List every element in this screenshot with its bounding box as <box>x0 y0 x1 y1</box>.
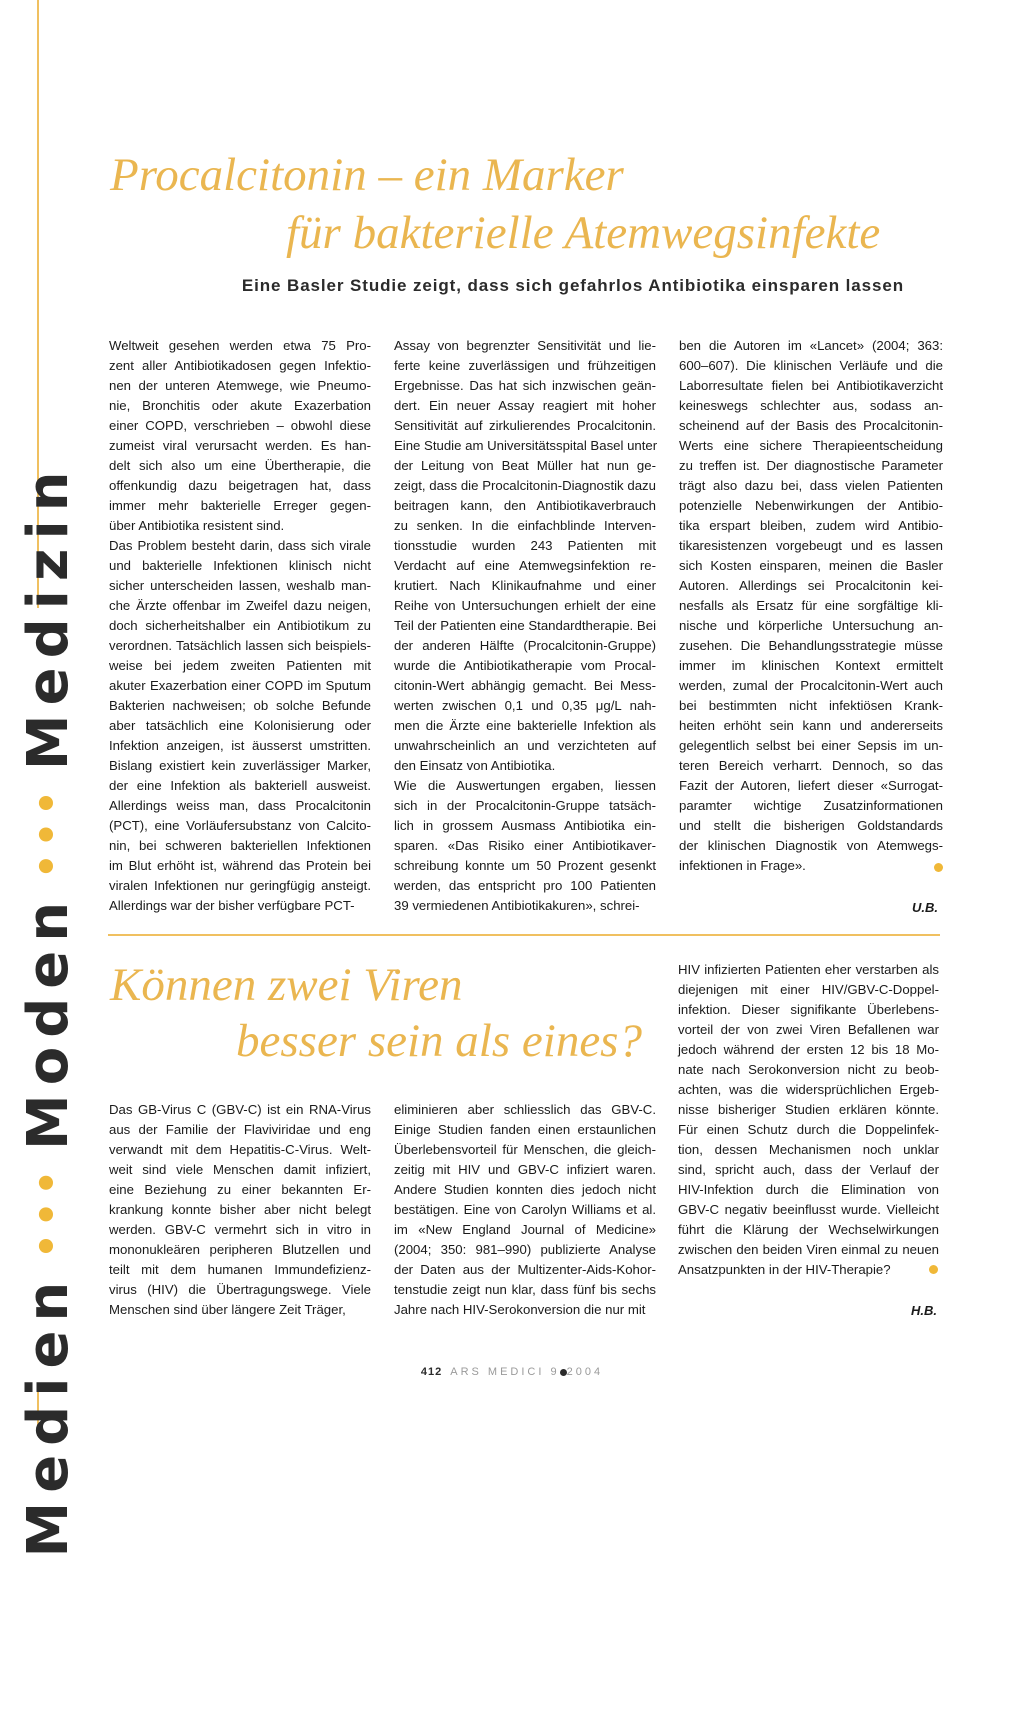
text-line: den Einsatz von Antibiotika. <box>394 758 556 773</box>
text-line: Jahre nach HIV-Serokonversion die nur mit <box>394 1302 646 1317</box>
text-line: beitragen kann, den Antibiotikaverbrauch <box>394 498 656 513</box>
text-line: nisse bisheriger Studien erklären könnte. <box>678 1102 939 1117</box>
text-line: tion, dessen Mechanismen noch unklar <box>678 1142 939 1157</box>
text-line: Andere Studien konnten dies jedoch nicht <box>394 1182 656 1197</box>
text-line: werten zwischen 0,1 und 0,35 μg/L nah- <box>394 698 656 713</box>
text-line: Menschen sind über längere Zeit Träger, <box>109 1302 346 1317</box>
text-line: HIV-Infektion durch die Elimination von <box>678 1182 939 1197</box>
text-line: offenkundig dazu beigetragen hat, dass <box>109 478 371 493</box>
text-line: HIV infizierten Patienten eher verstarben als <box>678 962 939 977</box>
text-line: immer im klinischen Kontext ermittelt <box>679 658 943 673</box>
article1-title-line2: für bakterielle Atemwegsinfekte <box>286 207 881 259</box>
text-line: ferte keine zuverlässigen und frühzeitigen <box>394 358 656 373</box>
text-line: der eine Infektion als bakteriell ausweist. <box>109 778 371 793</box>
text-line: der klinischen Diagnostik von Atemwegs- <box>679 838 943 853</box>
text-line: Überlebensvorteil für Menschen, die gleich- <box>394 1142 656 1157</box>
text-line: nesfalls als Ersatz für eine sorgfältige kli- <box>679 598 943 613</box>
text-line: teilt mit dem humanen Immundefizienz- <box>109 1262 371 1277</box>
sidebar-dots: ••• <box>25 1163 71 1259</box>
text-line: (2004; 350: 981–990) publizierte Analyse <box>394 1242 656 1257</box>
text-line: nie, Bronchitis oder akute Exazerbation <box>109 398 371 413</box>
text-line: werden. GBV-C vermehrt sich in vitro in <box>109 1222 371 1237</box>
article2-column-1 <box>109 1100 371 1320</box>
text-line: Einige Studien fanden einen erstaunlichen <box>394 1122 656 1137</box>
journal-year: 2004 <box>566 1366 604 1378</box>
article1-column-2 <box>394 336 656 916</box>
article1-column-3 <box>679 336 943 876</box>
text-line: teren Bereich verharrt. Dennoch, so das <box>679 758 943 773</box>
article2-signature: H.B. <box>911 1303 937 1318</box>
text-line: jedoch während der ersten 12 bis 18 Mo- <box>678 1042 939 1057</box>
text-line: akuter Exazerbation einer COPD im Sputum <box>109 678 371 693</box>
text-line: gelegentlich selbst bei einer Sepsis im un- <box>679 738 943 753</box>
sidebar-word-moden: Moden <box>15 892 81 1150</box>
text-line: Infektion anzeigen, ist äusserst umstritten. <box>109 738 371 753</box>
text-line: lich in grossem Ausmass Antibiotika ein- <box>394 818 656 833</box>
text-line: bei bestimmten nicht infektiösen Krank- <box>679 698 943 713</box>
text-line: paramter wichtige Zusatzinformationen <box>679 798 943 813</box>
text-line: delt sich also um eine Übertherapie, die <box>109 458 371 473</box>
text-line: scheinend auf der Basis des Procalcitonin- <box>679 418 943 433</box>
journal-name: ARS MEDICI 9 <box>450 1366 560 1378</box>
text-line: che Ärzte offenbar im Zweifel dazu neigen, <box>109 598 371 613</box>
text-line: krutiert. Nach Klinikaufnahme und einer <box>394 578 656 593</box>
text-line: ben die Autoren im «Lancet» (2004; 363: <box>679 338 943 353</box>
end-bullet-icon <box>929 1265 938 1274</box>
text-line: Für einen Schutz durch die Doppelinfek- <box>678 1122 939 1137</box>
text-line: unwahrscheinlich an und verzichteten auf <box>394 738 656 753</box>
text-line: zusehen. Die Behandlungsstrategie müsse <box>679 638 943 653</box>
text-line: potenzielle Nebenwirkungen der Antibio- <box>679 498 943 513</box>
text-line: der Leitung von Beat Müller hat nun ge- <box>394 458 656 473</box>
text-line: doch sicherheitshalber ein Antibiotikum zu <box>109 618 371 633</box>
text-line: verordnen. Tatsächlich lassen sich beispiels- <box>109 638 371 653</box>
text-line: tionsstudie wurden 243 Patienten mit <box>394 538 656 553</box>
text-line: Werts eine sichere Therapieentscheidung <box>679 438 943 453</box>
text-line: Laborresultate fielen bei Antibiotikaverzicht <box>679 378 943 393</box>
text-line: Das Problem besteht darin, dass sich virale <box>109 538 371 553</box>
text-line: viralen Infektionen nur geringfügig ansteigt. <box>109 878 371 893</box>
text-line: virus (HIV) die Übertragungswege. Viele <box>109 1282 371 1297</box>
text-line: zu treffen ist. Der diagnostische Parameter <box>679 458 943 473</box>
text-line: bestätigen. Eine von Carolyn Williams et al. <box>394 1202 656 1217</box>
text-line: Assay von begrenzter Sensitivität und lie- <box>394 338 656 353</box>
text-line: und stellt die bisherigen Goldstandards <box>679 818 943 833</box>
page-number: 412 <box>420 1366 443 1378</box>
text-line: Eine Studie am Universitätsspital Basel unter <box>394 438 658 453</box>
text-line: zu senken. In die einfachblinde Interven- <box>394 518 656 533</box>
text-line: nate nach Serokonversion nicht zu beob- <box>678 1062 939 1077</box>
text-line: verwandt mit dem Hepatitis-C-Virus. Welt- <box>109 1142 371 1157</box>
text-line: einer COPD, verschrieben – obwohl diese <box>109 418 371 433</box>
text-line: (PCT), eine Vorläufersubstanz von Calcito- <box>109 818 371 833</box>
text-line: weit sind viele Menschen damit infiziert, <box>109 1162 371 1177</box>
text-line: Sensitivität auf zirkulierendes Procalcitonin. <box>394 418 656 433</box>
text-line: zeitig mit HIV und GBV-C infiziert waren. <box>394 1162 656 1177</box>
sidebar-word-medizin: Medizin <box>15 462 81 771</box>
text-line: nische und körperliche Untersuchung an- <box>679 618 943 633</box>
text-line: Weltweit gesehen werden etwa 75 Pro- <box>109 338 371 353</box>
text-line: Allerdings weiss man, dass Procalcitonin <box>109 798 371 813</box>
text-line: immer mehr bakterielle Erreger gegen- <box>109 498 371 513</box>
text-line: über Antibiotika resistent sind. <box>109 518 285 533</box>
text-line: nen der unteren Atemwege, wie Pneumo- <box>109 378 371 393</box>
text-line: zwischen den beiden Viren einmal zu neuen <box>678 1242 939 1257</box>
article-divider <box>108 934 940 936</box>
text-line: werden, zumal der Procalcitonin-Wert auch <box>679 678 943 693</box>
page-footer <box>0 1366 1024 1378</box>
text-line: sicher unterscheiden lassen, weshalb man- <box>109 578 371 593</box>
text-line: und bakterielle Infektionen klinisch nicht <box>109 558 371 573</box>
text-line: werden, das entspricht pro 100 Patienten <box>394 878 656 893</box>
text-line: krankung konnte bisher aber nicht belegt <box>109 1202 371 1217</box>
text-line: der Daten aus der Multizenter-Aids-Kohor- <box>394 1262 656 1277</box>
end-bullet-icon <box>934 863 943 872</box>
text-line: wurde die Antibiotikatherapie vom Procal- <box>394 658 656 673</box>
text-line: infektionen in Frage». <box>679 858 806 873</box>
text-line: Autoren. Allerdings sei Procalcitonin kei- <box>679 578 943 593</box>
text-line: achten, was die widersprüchlichen Ergeb- <box>678 1082 939 1097</box>
text-line: führt die Klärung der Wechselwirkungen <box>678 1222 939 1237</box>
text-line: Fazit der Autoren, liefert dieser «Surrogat- <box>679 778 943 793</box>
text-line: sich in der Procalcitonin-Gruppe tatsäch- <box>394 798 656 813</box>
text-line: Verdacht auf eine Atemwegsinfektion re- <box>394 558 656 573</box>
text-line: zent aller Antibiotikadosen gegen Infektio- <box>109 358 371 373</box>
text-line: 600–607). Die klinischen Verläufe und die <box>679 358 943 373</box>
article2-column-3 <box>678 960 939 1280</box>
text-line: GBV-C negativ beeinflusst wurde. Vielleicht <box>678 1202 939 1217</box>
text-line: tikaresistenzen vorgebeugt und es lassen <box>679 538 943 553</box>
article2-title-line1: Können zwei Viren <box>110 959 463 1011</box>
text-line: Ergebnisse. Das hat sich inzwischen geän- <box>394 378 656 393</box>
text-line: Das GB-Virus C (GBV-C) ist ein RNA-Virus <box>109 1102 371 1117</box>
article2-title-line2: besser sein als eines? <box>236 1015 642 1067</box>
article2-column-2 <box>394 1100 656 1320</box>
text-line: schreibung konnte um 50 Prozent gesenkt <box>394 858 656 873</box>
text-line: nin, bei schweren bakteriellen Infektionen <box>109 838 371 853</box>
text-line: aus der Familie der Flaviviridae und eng <box>109 1122 371 1137</box>
text-line: Bislang existiert kein zuverlässiger Marker, <box>109 758 371 773</box>
sidebar-dots: ••• <box>25 784 71 879</box>
text-line: Reihe von Untersuchungen erhielt der eine <box>394 598 656 613</box>
text-line: aber tatsächlich eine Kolonisierung oder <box>109 718 371 733</box>
text-line: heiten erhöht sein kann und andererseits <box>679 718 943 733</box>
text-line: citonin-Wert abhängig gemacht. Bei Mess- <box>394 678 656 693</box>
text-line: zeigt, dass die Procalcitonin-Diagnostik dazu <box>394 478 656 493</box>
text-line: Teil der Patienten eine Standardtherapie. Bei <box>394 618 656 633</box>
footer-dot-icon <box>560 1369 567 1376</box>
article1-column-1 <box>109 336 371 916</box>
text-line: trägt also dazu bei, dass vielen Patienten <box>679 478 943 493</box>
section-sidebar <box>15 310 81 1710</box>
text-line: Allerdings war der bisher verfügbare PCT- <box>109 898 355 913</box>
text-line: diejenigen mit einer HIV/GBV-C-Doppel- <box>678 982 939 997</box>
text-line: Wie die Auswertungen ergaben, liessen <box>394 778 656 793</box>
article1-subtitle: Eine Basler Studie zeigt, dass sich gefahrlos Antibiotika einsparen lassen <box>241 276 904 295</box>
text-line: weise bei jedem zweiten Patienten mit <box>109 658 371 673</box>
text-line: der anderen Hälfte (Procalcitonin-Gruppe) <box>394 638 656 653</box>
text-line: tenstudie zeigt nun klar, dass fünf bis sechs <box>394 1282 656 1297</box>
text-line: men die Ärzte eine bakterielle Infektion als <box>394 718 656 733</box>
text-line: eine Beziehung zu einer bekannten Er- <box>109 1182 371 1197</box>
text-line: im «New England Journal of Medicine» <box>394 1222 656 1237</box>
article1-title-line1: Procalcitonin – ein Marker <box>110 149 624 201</box>
text-line: vorteil der von zwei Viren Befallenen war <box>678 1022 939 1037</box>
text-line: Bakterien nachweisen; ob solche Befunde <box>109 698 371 713</box>
text-line: 39 vermiedenen Antibiotikakuren», schrei- <box>394 898 640 913</box>
text-line: tika erspart bleiben, zudem wird Antibio- <box>679 518 943 533</box>
text-line: sind, spricht auch, dass der Verlauf der <box>678 1162 939 1177</box>
text-line: keineswegs schlechter aus, sodass an- <box>679 398 943 413</box>
text-line: sich Kosten einsparen, meinen die Basler <box>679 558 943 573</box>
text-line: im Blut erhöht ist, während das Protein bei <box>109 858 371 873</box>
sidebar-word-medien: Medien <box>15 1272 81 1558</box>
text-line: Ansatzpunkten in der HIV-Therapie? <box>678 1262 891 1277</box>
article1-signature: U.B. <box>912 900 938 915</box>
text-line: infektion. Dieser signifikante Überlebens- <box>678 1002 939 1017</box>
text-line: mononukleären peripheren Blutzellen und <box>109 1242 371 1257</box>
text-line: dert. Ein neuer Assay reagiert mit hoher <box>394 398 656 413</box>
text-line: eliminieren aber schliesslich das GBV-C. <box>394 1102 656 1117</box>
text-line: sparen. «Das Risiko einer Antibiotikaver- <box>394 838 656 853</box>
text-line: zumeist viral verursacht werden. Es han- <box>109 438 371 453</box>
